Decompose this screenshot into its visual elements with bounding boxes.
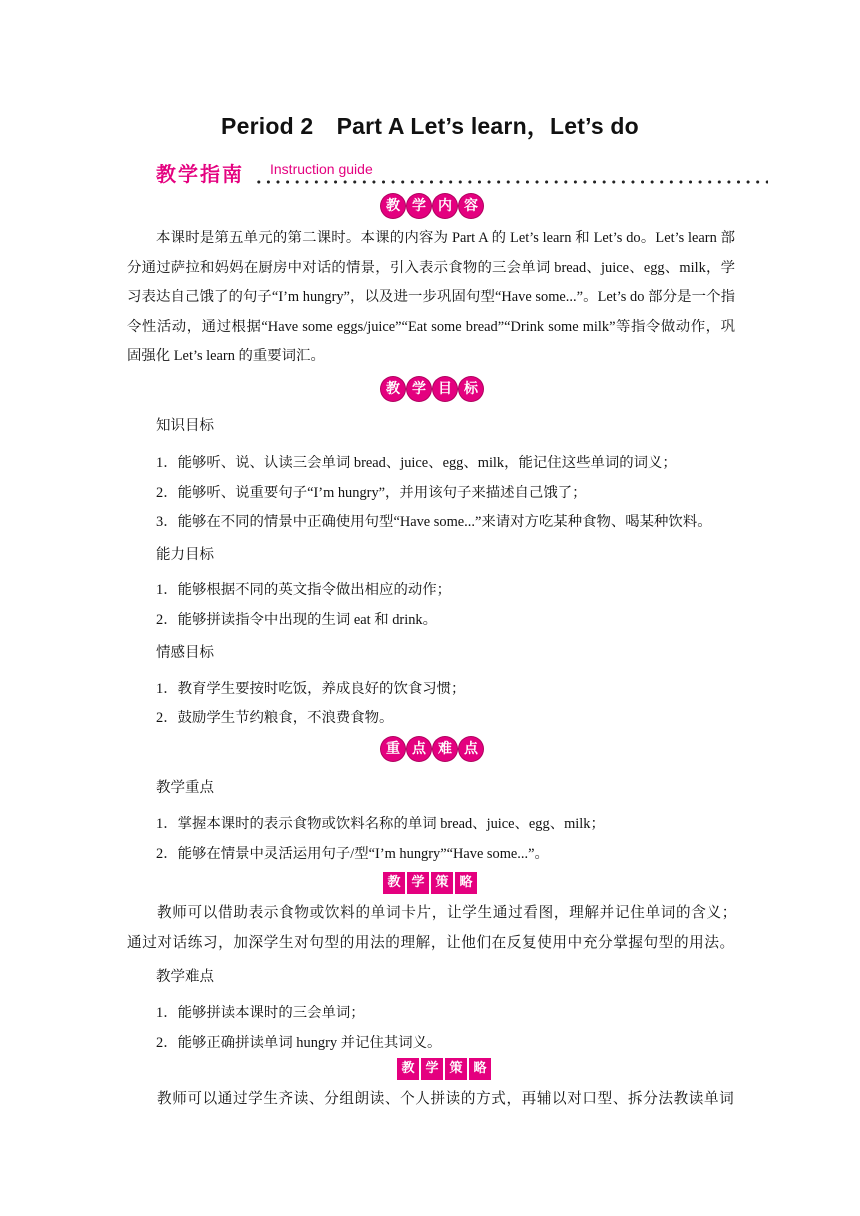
list-item: 1．能够拼读本课时的三会单词； <box>156 1005 365 1021</box>
page-title: Period 2 Part A Let’s learn，Let’s do <box>221 113 639 139</box>
content-paragraph: 本课时是第五单元的第二课时。本课的内容为 Part A 的 Let’s learn 和 Let’s do。Let’s learn 部分通过萨拉和妈妈在厨房中对话的情景，引入表示食物的三会单词 bread、juice、egg、milk，学习表达自己饿了的句子“I’m hungry”，以及进一步巩固句型“Have some...”。Let’s do 部分是一个指令性活动，通过根据“Have some eggs/juice”“Eat some bread”“Drink some milk”等指令做动作，巩固强化 Let’s learn 的重要词汇。 <box>127 230 735 364</box>
section-badge-goals <box>381 377 483 401</box>
section-badge-keypoints <box>381 737 483 761</box>
badge-char: 重 <box>381 737 405 761</box>
list-item: 2．能够听、说重要句子“I’m hungry”，并用该句子来描述自己饿了； <box>156 485 587 501</box>
badge-char: 略 <box>455 872 477 894</box>
badge-char: 教 <box>381 377 405 401</box>
strategy-paragraph: 教师可以通过学生齐读、分组朗读、个人拼读的方式，再辅以对口型、拆分法教读单词 <box>157 1091 735 1107</box>
strategy-paragraph: 教师可以借助表示食物或饮料的单词卡片，让学生通过看图，理解并记住单词的含义；通过对话练习，加深学生对句型的用法的理解，让他们在反复使用中充分掌握句型的用法。 <box>127 905 737 951</box>
badge-char: 教 <box>383 872 405 894</box>
badge-char: 学 <box>407 377 431 401</box>
strategy-badge <box>383 872 477 894</box>
badge-char: 学 <box>407 194 431 218</box>
section-badge-content <box>381 194 483 218</box>
list-item: 2．能够拼读指令中出现的生词 eat 和 drink。 <box>156 612 437 628</box>
badge-char: 目 <box>433 377 457 401</box>
badge-char: 点 <box>407 737 431 761</box>
list-item: 2．能够在情景中灵活运用句子/型“I’m hungry”“Have some...”。 <box>156 846 549 862</box>
list-item: 2．能够正确拼读单词 hungry 并记住其词义。 <box>156 1035 442 1051</box>
badge-char: 内 <box>433 194 457 218</box>
list-item: 1．能够根据不同的英文指令做出相应的动作； <box>156 582 452 598</box>
badge-char: 教 <box>381 194 405 218</box>
instruction-guide-banner <box>156 158 768 188</box>
guide-label-en: Instruction guide <box>270 161 373 177</box>
list-item: 1．能够听、说、认读三会单词 bread、juice、egg、milk，能记住这些单词的词义； <box>156 455 677 471</box>
badge-char: 难 <box>433 737 457 761</box>
emotion-heading: 情感目标 <box>156 645 214 661</box>
dotted-divider <box>254 179 768 185</box>
list-item: 1．掌握本课时的表示食物或饮料名称的单词 bread、juice、egg、milk； <box>156 816 605 832</box>
badge-char: 标 <box>459 377 483 401</box>
guide-label-cn: 教学指南 <box>156 162 244 186</box>
strategy-badge <box>397 1058 491 1080</box>
list-item: 3．能够在不同的情景中正确使用句型“Have some...”来请对方吃某种食物、喝某种饮料。 <box>156 514 712 530</box>
badge-char: 点 <box>459 737 483 761</box>
badge-char: 学 <box>407 872 429 894</box>
badge-char: 策 <box>431 872 453 894</box>
badge-char: 学 <box>421 1058 443 1080</box>
badge-char: 教 <box>397 1058 419 1080</box>
badge-char: 容 <box>459 194 483 218</box>
ability-heading: 能力目标 <box>156 547 214 563</box>
knowledge-heading: 知识目标 <box>156 418 214 434</box>
difficulty-heading: 教学难点 <box>156 969 214 985</box>
badge-char: 策 <box>445 1058 467 1080</box>
focus-heading: 教学重点 <box>156 780 214 796</box>
list-item: 2．鼓励学生节约粮食，不浪费食物。 <box>156 710 394 726</box>
badge-char: 略 <box>469 1058 491 1080</box>
list-item: 1．教育学生要按时吃饭，养成良好的饮食习惯； <box>156 681 466 697</box>
